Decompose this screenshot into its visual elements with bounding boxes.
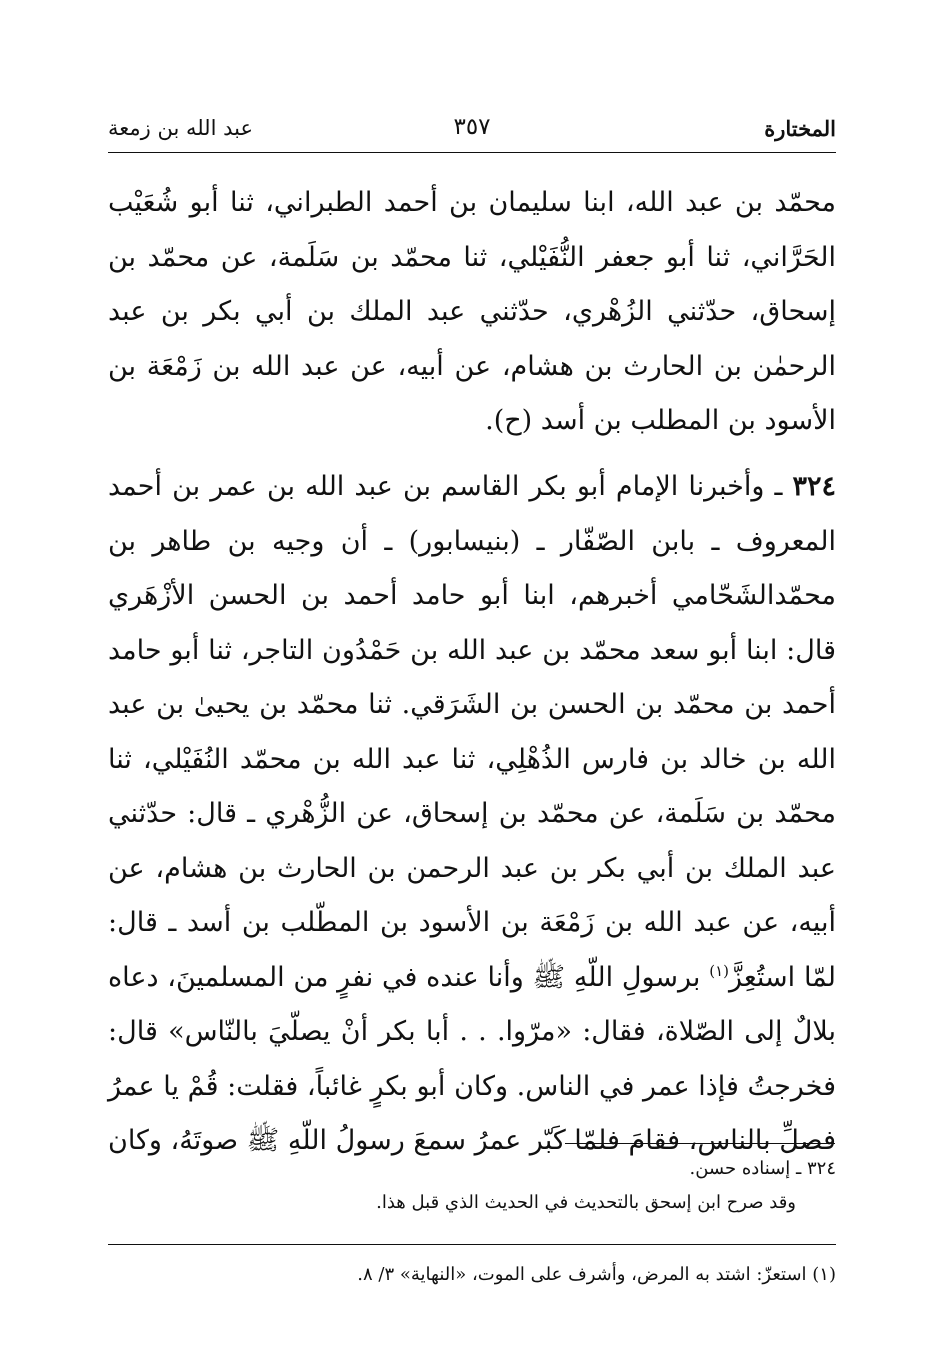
footnote-divider bbox=[565, 1143, 835, 1144]
running-header bbox=[108, 112, 836, 148]
footnote-hadith-324 bbox=[108, 1152, 836, 1220]
page-number: ٣٥٧ bbox=[453, 114, 491, 140]
chapter-title: عبد الله بن زمعة bbox=[108, 116, 253, 140]
footnote-divider bbox=[108, 1244, 836, 1245]
paragraph-hadith-324 bbox=[108, 460, 836, 1169]
footnote-line: (١) استعزّ: اشتد به المرض، وأشرف على الموت، «النهاية» ٣/ ٨. bbox=[357, 1264, 836, 1285]
paragraph-isnad-continuation bbox=[108, 176, 836, 449]
paragraph-text: ـ وأخبرنا الإمام أبو بكر القاسم بن عبد الله بن عمر بن أحمد المعروف ـ بابن الصّفّار ـ (بنيسابور) ـ أن وجيه بن طاهر بن محمّدالشَحّامي أخبرهم، ابنا أبو حامد أحمد بن الحسن الأزْهَري قال: ابنا أبو سعد محمّد بن عبد الله بن حَمْدُون التاجر، ثنا أبو حامد أحمد بن محمّد بن الحسن بن الشَرَقي. ثنا محمّد بن يحيىٰ بن عبد الله بن خالد بن فارس الذُهْلِي، ثنا عبد الله بن محمّد النُفَيْلي، ثنا محمّد بن سَلَمة، عن محمّد بن إسحاق، عن الزُّهْري ـ قال: حدّثني عبد الملك بن أبي بكر بن عبد الرحمن بن الحارث بن هشام، عن أبيه، عن عبد الله بن زَمْعَة بن الأسود بن المطّلب بن أسد ـ قال: لمّا استُعِزَّ bbox=[108, 471, 837, 993]
footnote-line: وقد صرح ابن إسحق بالتحديث في الحديث الذي قبل هذا. bbox=[376, 1192, 796, 1213]
footnote-reference[interactable]: (١) bbox=[709, 961, 729, 980]
footnote-line: ٣٢٤ ـ إسناده حسن. bbox=[689, 1158, 836, 1179]
footnote-1 bbox=[108, 1258, 836, 1292]
hadith-number: ٣٢٤ bbox=[792, 471, 836, 502]
paragraph-text: محمّد بن عبد الله، ابنا سليمان بن أحمد الطبراني، ثنا أبو شُعَيْب الحَرَّاني، ثنا أبو جعفر النُّفَيْلي، ثنا محمّد بن سَلَمة، عن محمّد بن إسحاق، حدّثني الزُهْري، حدّثني عبد الملك بن أبي بكر بن عبد الرحمٰن بن الحارث بن هشام، عن أبيه، عن عبد الله بن زَمْعَة بن الأسود بن المطلب بن أسد (ح). bbox=[108, 187, 836, 436]
header-divider bbox=[108, 152, 836, 153]
paragraph-text: برسولِ اللّهِ ﷺ وأنا عنده في نفرٍ من المسلمينَ، دعاه بلالٌ إلى الصّلاة، فقال: «مرّوا. . . أبا بكر أنْ يصلّيَ بالنّاس» قال: فخرجتُ فإذا عمر في الناس. وكان أبو بكرٍ غائباً، فقلت: قُمْ يا عمرُ فصلِّ بالناس، فقامَ فلمّا كَبّر عمرُ سمعَ رسولُ اللّهِ ﷺ صوتَهُ، وكان bbox=[107, 961, 836, 1156]
book-title: المختارة bbox=[764, 116, 836, 141]
